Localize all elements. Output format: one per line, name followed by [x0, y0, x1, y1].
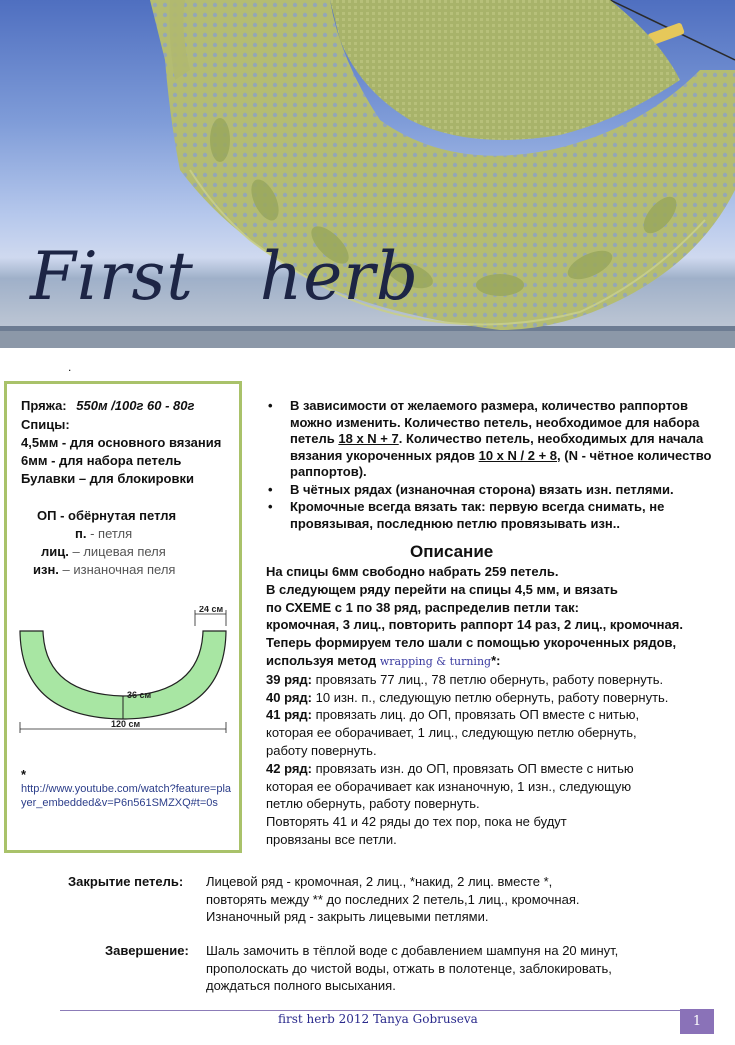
abbr-wrapped-text: ОП - обёрнутая петля [37, 508, 177, 523]
page-number: 1 [680, 1009, 714, 1034]
caston-formula: 18 х N + 7 [338, 431, 399, 446]
abbr-purl [33, 562, 175, 577]
desc-text: используя метод [266, 652, 380, 668]
desc-line: В следующем ряду перейти на спицы 4,5 мм, и вязать [266, 581, 618, 597]
note-item-edges: • Кромочные всегда вязать так: первую всегда снимать, не провязывая, последнюю петлю провязывать изн.. [266, 499, 731, 532]
note-text: В зависимости от желаемого размера, количество раппортов можно изменить. Количество петель, необходимое для набора петель [290, 398, 700, 446]
desc-line: кромочная, 3 лиц., повторить раппорт 14 раз, 2 лиц., кромочная. [266, 617, 683, 633]
abbr-knit-key: лиц. [41, 544, 69, 559]
youtube-link[interactable]: http://www.youtube.com/watch?feature=player_embedded&v=P6n561SMZXQ#t=0s [21, 783, 232, 809]
shawl-schematic [15, 606, 235, 736]
row-text: 10 изн. п., следующую петлю обернуть, работу повернуть. [312, 689, 669, 705]
note-text: , (N - чётное количество раппортов). [290, 447, 712, 479]
footnote-star: * [21, 767, 27, 782]
pins-line: Булавки – для блокировки [21, 471, 194, 486]
note-item-sizes [266, 398, 731, 481]
desc-line: по СХЕМЕ с 1 по 38 ряд, распределив петли так: [266, 599, 579, 615]
abbr-stitch [75, 526, 132, 541]
finishing-line: Шаль замочить в тёплой воде с добавлением шампуня на 20 минут, [206, 943, 619, 958]
description-body [266, 563, 734, 849]
row-41-cont: которая ее оборачивает, 1 лиц., следующую петлю обернуть, [266, 725, 637, 741]
note-item-even-rows: • В чётных рядах (изнаночная сторона) вязать изн. петлями. [266, 482, 731, 499]
bindoff-line: Изнаночный ряд - закрыть лицевыми петлями. [206, 909, 489, 924]
bindoff-row-name: Лицевой ряд [206, 874, 283, 889]
abbr-knit [41, 544, 166, 559]
row-label: 41 ряд: [266, 707, 313, 723]
needles-label: Спицы: [21, 417, 70, 432]
repeat-line: провязаны все петли. [266, 831, 397, 847]
row-40 [266, 689, 734, 707]
footer-credit: first herb 2012 Tanya Gobruseva [278, 1012, 478, 1026]
row-text: провязать изн. до ОП, провязать ОП вместе с нитью [312, 760, 634, 776]
row-42-cont: которая ее оборачивает как изнаночную, 1 изн., следующую [266, 778, 632, 794]
pattern-title: First herb [30, 238, 420, 315]
footer-divider [60, 1010, 685, 1011]
desc-line: Теперь формируем тело шали с помощью укороченных рядов, [266, 635, 677, 651]
bindoff-line [206, 873, 580, 891]
finishing-line: дождаться полного высыхания. [206, 978, 396, 993]
row-label: 39 ряд: [266, 671, 313, 687]
row-41 [266, 706, 734, 724]
row-label: 40 ряд: [266, 689, 313, 705]
row-text: провязать лиц. до ОП, провязать ОП вместе с нитью, [312, 707, 640, 723]
yarn-value: 550м /100г 60 - 80г [76, 398, 195, 413]
note-text: . Количество петель, необходимых для начала вязания укороченных рядов [290, 431, 704, 463]
header-photo [0, 0, 735, 348]
row-41-cont: работу повернуть. [266, 742, 377, 758]
needles-main: 4,5мм - для основного вязания [21, 435, 222, 450]
shortrow-formula: 10 х N / 2 + 8 [478, 447, 558, 463]
schematic-bottom-label: 120 см [111, 719, 141, 729]
row-text: провязать 77 лиц., 78 петлю обернуть, работу повернуть. [312, 671, 664, 687]
row-42-cont: петлю обернуть, работу повернуть. [266, 796, 480, 812]
bindoff-line: повторять между ** до последних 2 петель,1 лиц., кромочная. [206, 891, 580, 907]
desc-text: *: [491, 652, 501, 668]
desc-line: На спицы 6мм свободно набрать 259 петель. [266, 564, 559, 579]
bindoff-body [206, 873, 580, 926]
abbr-purl-desc: – изнаночная пеля [62, 562, 176, 577]
abbr-wrapped [37, 508, 176, 523]
finishing-body [206, 942, 618, 995]
repeat-line: Повторять 41 и 42 ряды до тех пор, пока не будут [266, 814, 567, 830]
schematic-top-label: 24 см [199, 606, 224, 614]
abbr-purl-key: изн. [33, 562, 59, 577]
stray-dot: . [68, 360, 72, 374]
bindoff-text: - кромочная, 2 лиц., *накид, 2 лиц. вместе *, [282, 874, 553, 889]
needles-caston: 6мм - для набора петель [21, 453, 182, 468]
schematic-mid-label: 36 см [127, 690, 152, 700]
row-39 [266, 671, 734, 689]
desc-line [266, 652, 734, 671]
finishing-line: прополоскать до чистой воды, отжать в полотенце, заблокировать, [206, 960, 612, 976]
abbr-stitch-key: п. [75, 526, 87, 541]
finishing-label: Завершение: [105, 943, 189, 958]
abbr-knit-desc: – лицевая пеля [72, 544, 166, 559]
description-heading: Описание [410, 542, 494, 561]
bindoff-label: Закрытие петель: [68, 874, 184, 889]
yarn-label: Пряжа: [21, 398, 67, 413]
row-42 [266, 760, 734, 778]
technique-name: wrapping & turning [379, 654, 492, 668]
notes-list [266, 398, 731, 533]
yarn-line [21, 398, 194, 413]
row-label: 42 ряд: [266, 760, 313, 776]
materials-panel [4, 381, 242, 853]
abbr-stitch-desc: - петля [90, 526, 133, 541]
